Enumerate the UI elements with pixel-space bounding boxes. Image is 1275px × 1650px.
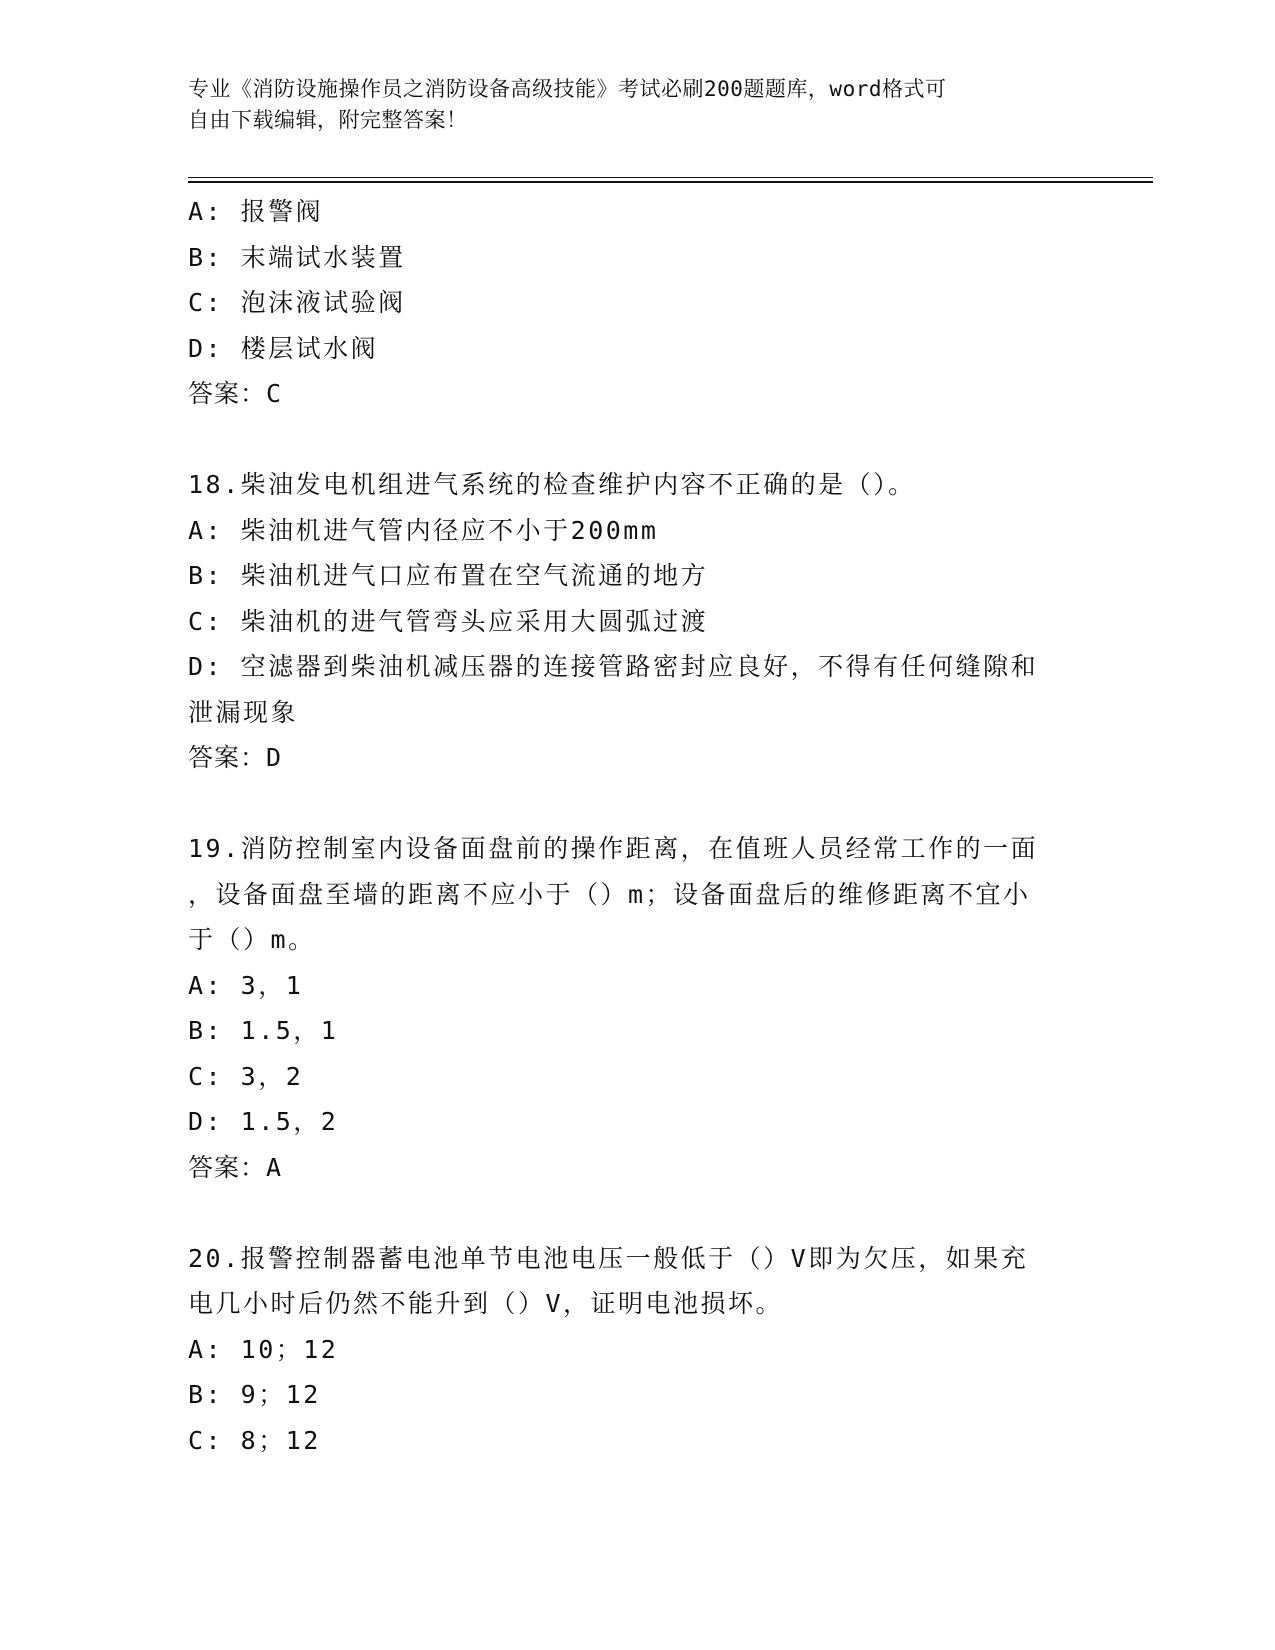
option-b: B: 1.5，1 xyxy=(188,1016,339,1045)
option-d: D: 空滤器到柴油机减压器的连接管路密封应良好，不得有任何缝隙和 xyxy=(188,652,1039,681)
document-body xyxy=(188,189,1078,1463)
header-line-2: 自由下载编辑，附完整答案！ xyxy=(188,108,468,132)
option-a: A: 报警阀 xyxy=(188,197,324,226)
question-19-block xyxy=(188,826,1078,1190)
question-text-line-3: 于（）m。 xyxy=(188,925,316,954)
option-d: D: 1.5，2 xyxy=(188,1107,339,1136)
option-b: B: 末端试水装置 xyxy=(188,242,406,272)
option-b: B: 9；12 xyxy=(188,1380,321,1409)
spacer xyxy=(188,781,1078,827)
option-d: D: 楼层试水阀 xyxy=(188,333,379,363)
option-b: B: 柴油机进气口应布置在空气流通的地方 xyxy=(188,561,709,590)
option-c: C: 8；12 xyxy=(188,1425,321,1455)
document-header xyxy=(188,74,1068,136)
option-a: A: 3，1 xyxy=(188,970,304,1000)
option-c: C: 泡沫液试验阀 xyxy=(188,288,406,317)
answer-line: 答案：C xyxy=(188,379,283,408)
spacer xyxy=(188,1190,1078,1236)
header-divider-thick xyxy=(188,181,1153,183)
answer-line: 答案：D xyxy=(188,743,283,772)
option-c: C: 3，2 xyxy=(188,1061,304,1091)
question-text-line-1: 20.报警控制器蓄电池单节电池电压一般低于（）V即为欠压，如果充 xyxy=(188,1243,1029,1273)
answer-line: 答案：A xyxy=(188,1152,283,1182)
option-a: A: 10；12 xyxy=(188,1334,339,1364)
question-text-line-2: ，设备面盘至墙的距离不应小于（）m；设备面盘后的维修距离不宜小 xyxy=(188,879,1031,909)
spacer xyxy=(188,417,1078,463)
question-text: 18.柴油发电机组进气系统的检查维护内容不正确的是（）。 xyxy=(188,470,916,499)
option-a: A: 柴油机进气管内径应不小于200mm xyxy=(188,515,659,545)
option-d-continued: 泄漏现象 xyxy=(188,697,299,727)
question-text-line-2: 电几小时后仍然不能升到（）V，证明电池损坏。 xyxy=(188,1289,784,1318)
question-18-block xyxy=(188,462,1078,781)
header-line-1: 专业《消防设施操作员之消防设备高级技能》考试必刷200题题库，word格式可 xyxy=(188,77,947,101)
question-text-line-1: 19.消防控制室内设备面盘前的操作距离，在值班人员经常工作的一面 xyxy=(188,834,1039,863)
option-c: C: 柴油机的进气管弯头应采用大圆弧过渡 xyxy=(188,606,709,636)
question-20-block xyxy=(188,1236,1078,1464)
question-17-block xyxy=(188,189,1078,417)
header-divider-thin xyxy=(188,177,1153,178)
